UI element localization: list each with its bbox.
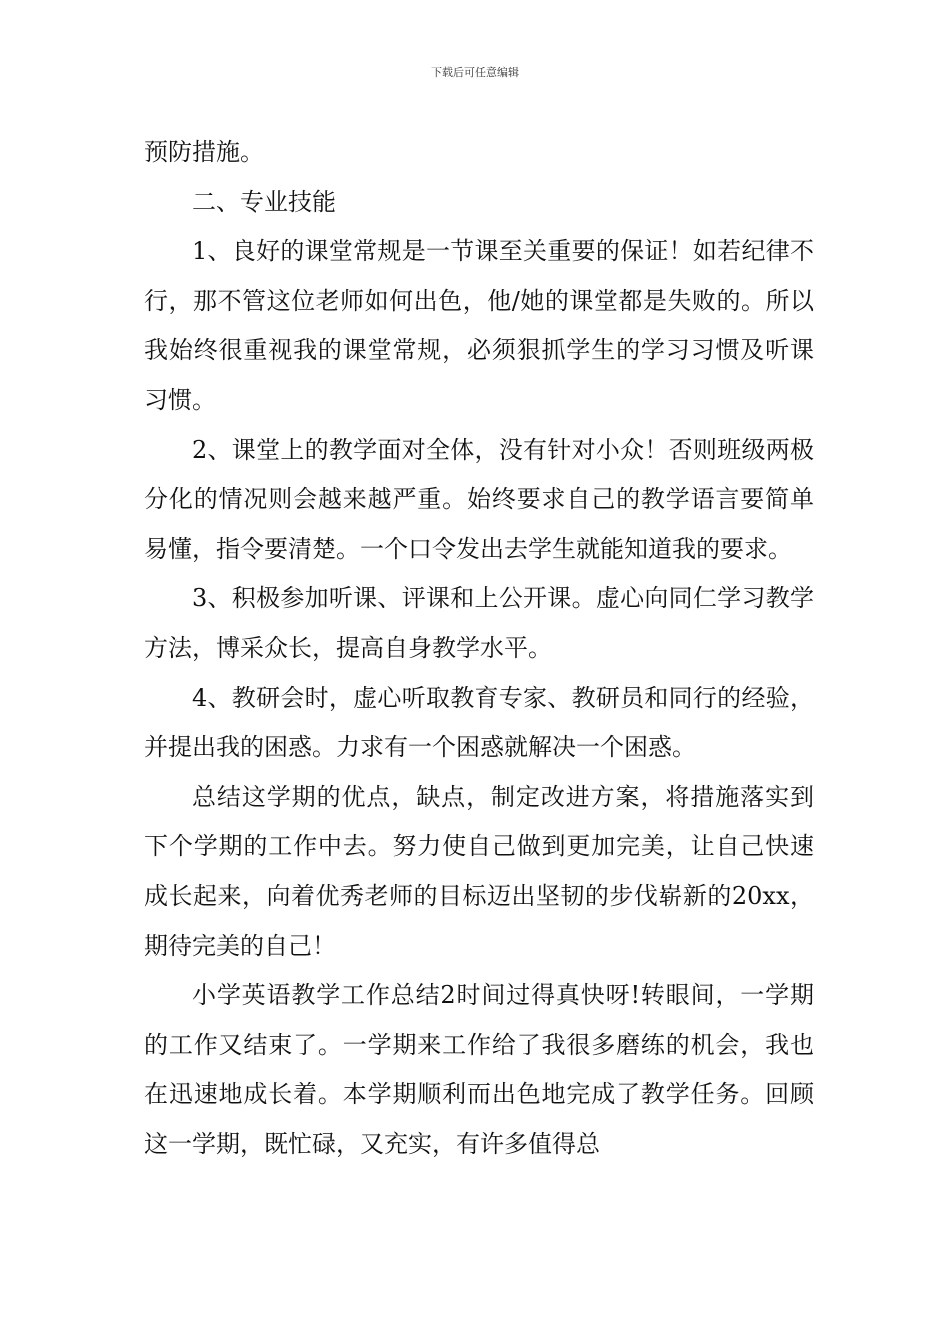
paragraph-summary: 总结这学期的优点，缺点，制定改进方案，将措施落实到下个学期的工作中去。努力使自己做到更加完美，让自己快速成长起来，向着优秀老师的目标迈出坚韧的步伐崭新的20xx，期待完美的自己！ bbox=[144, 782, 814, 960]
paragraph-continuation: 预防措施。 bbox=[144, 138, 264, 166]
paragraph-item-2: 2、课堂上的教学面对全体，没有针对小众！否则班级两极分化的情况则会越来越严重。始终要求自己的教学语言要简单易懂，指令要清楚。一个口令发出去学生就能知道我的要求。 bbox=[144, 435, 814, 563]
document-body bbox=[144, 128, 814, 1169]
section-heading: 二、专业技能 bbox=[192, 187, 336, 216]
paragraph-item-4: 4、教研会时，虚心听取教育专家、教研员和同行的经验，并提出我的困惑。力求有一个困惑就解决一个困惑。 bbox=[144, 683, 814, 762]
paragraph-item-3: 3、积极参加听课、评课和上公开课。虚心向同仁学习教学方法，博采众长，提高自身教学水平。 bbox=[144, 584, 814, 662]
paragraph-item-1: 1、良好的课堂常规是一节课至关重要的保证！如若纪律不行，那不管这位老师如何出色，他/她的课堂都是失败的。所以我始终很重视我的课堂常规，必须狠抓学生的学习习惯及听课习惯。 bbox=[144, 237, 814, 414]
paragraph-summary-2: 小学英语教学工作总结2时间过得真快呀!转眼间，一学期的工作又结束了。一学期来工作给了我很多磨练的机会，我也在迅速地成长着。本学期顺利而出色地完成了教学任务。回顾这一学期，既忙碌，又充实，有许多值得总 bbox=[144, 981, 814, 1158]
page-header: 下载后可任意编辑 bbox=[431, 66, 519, 79]
